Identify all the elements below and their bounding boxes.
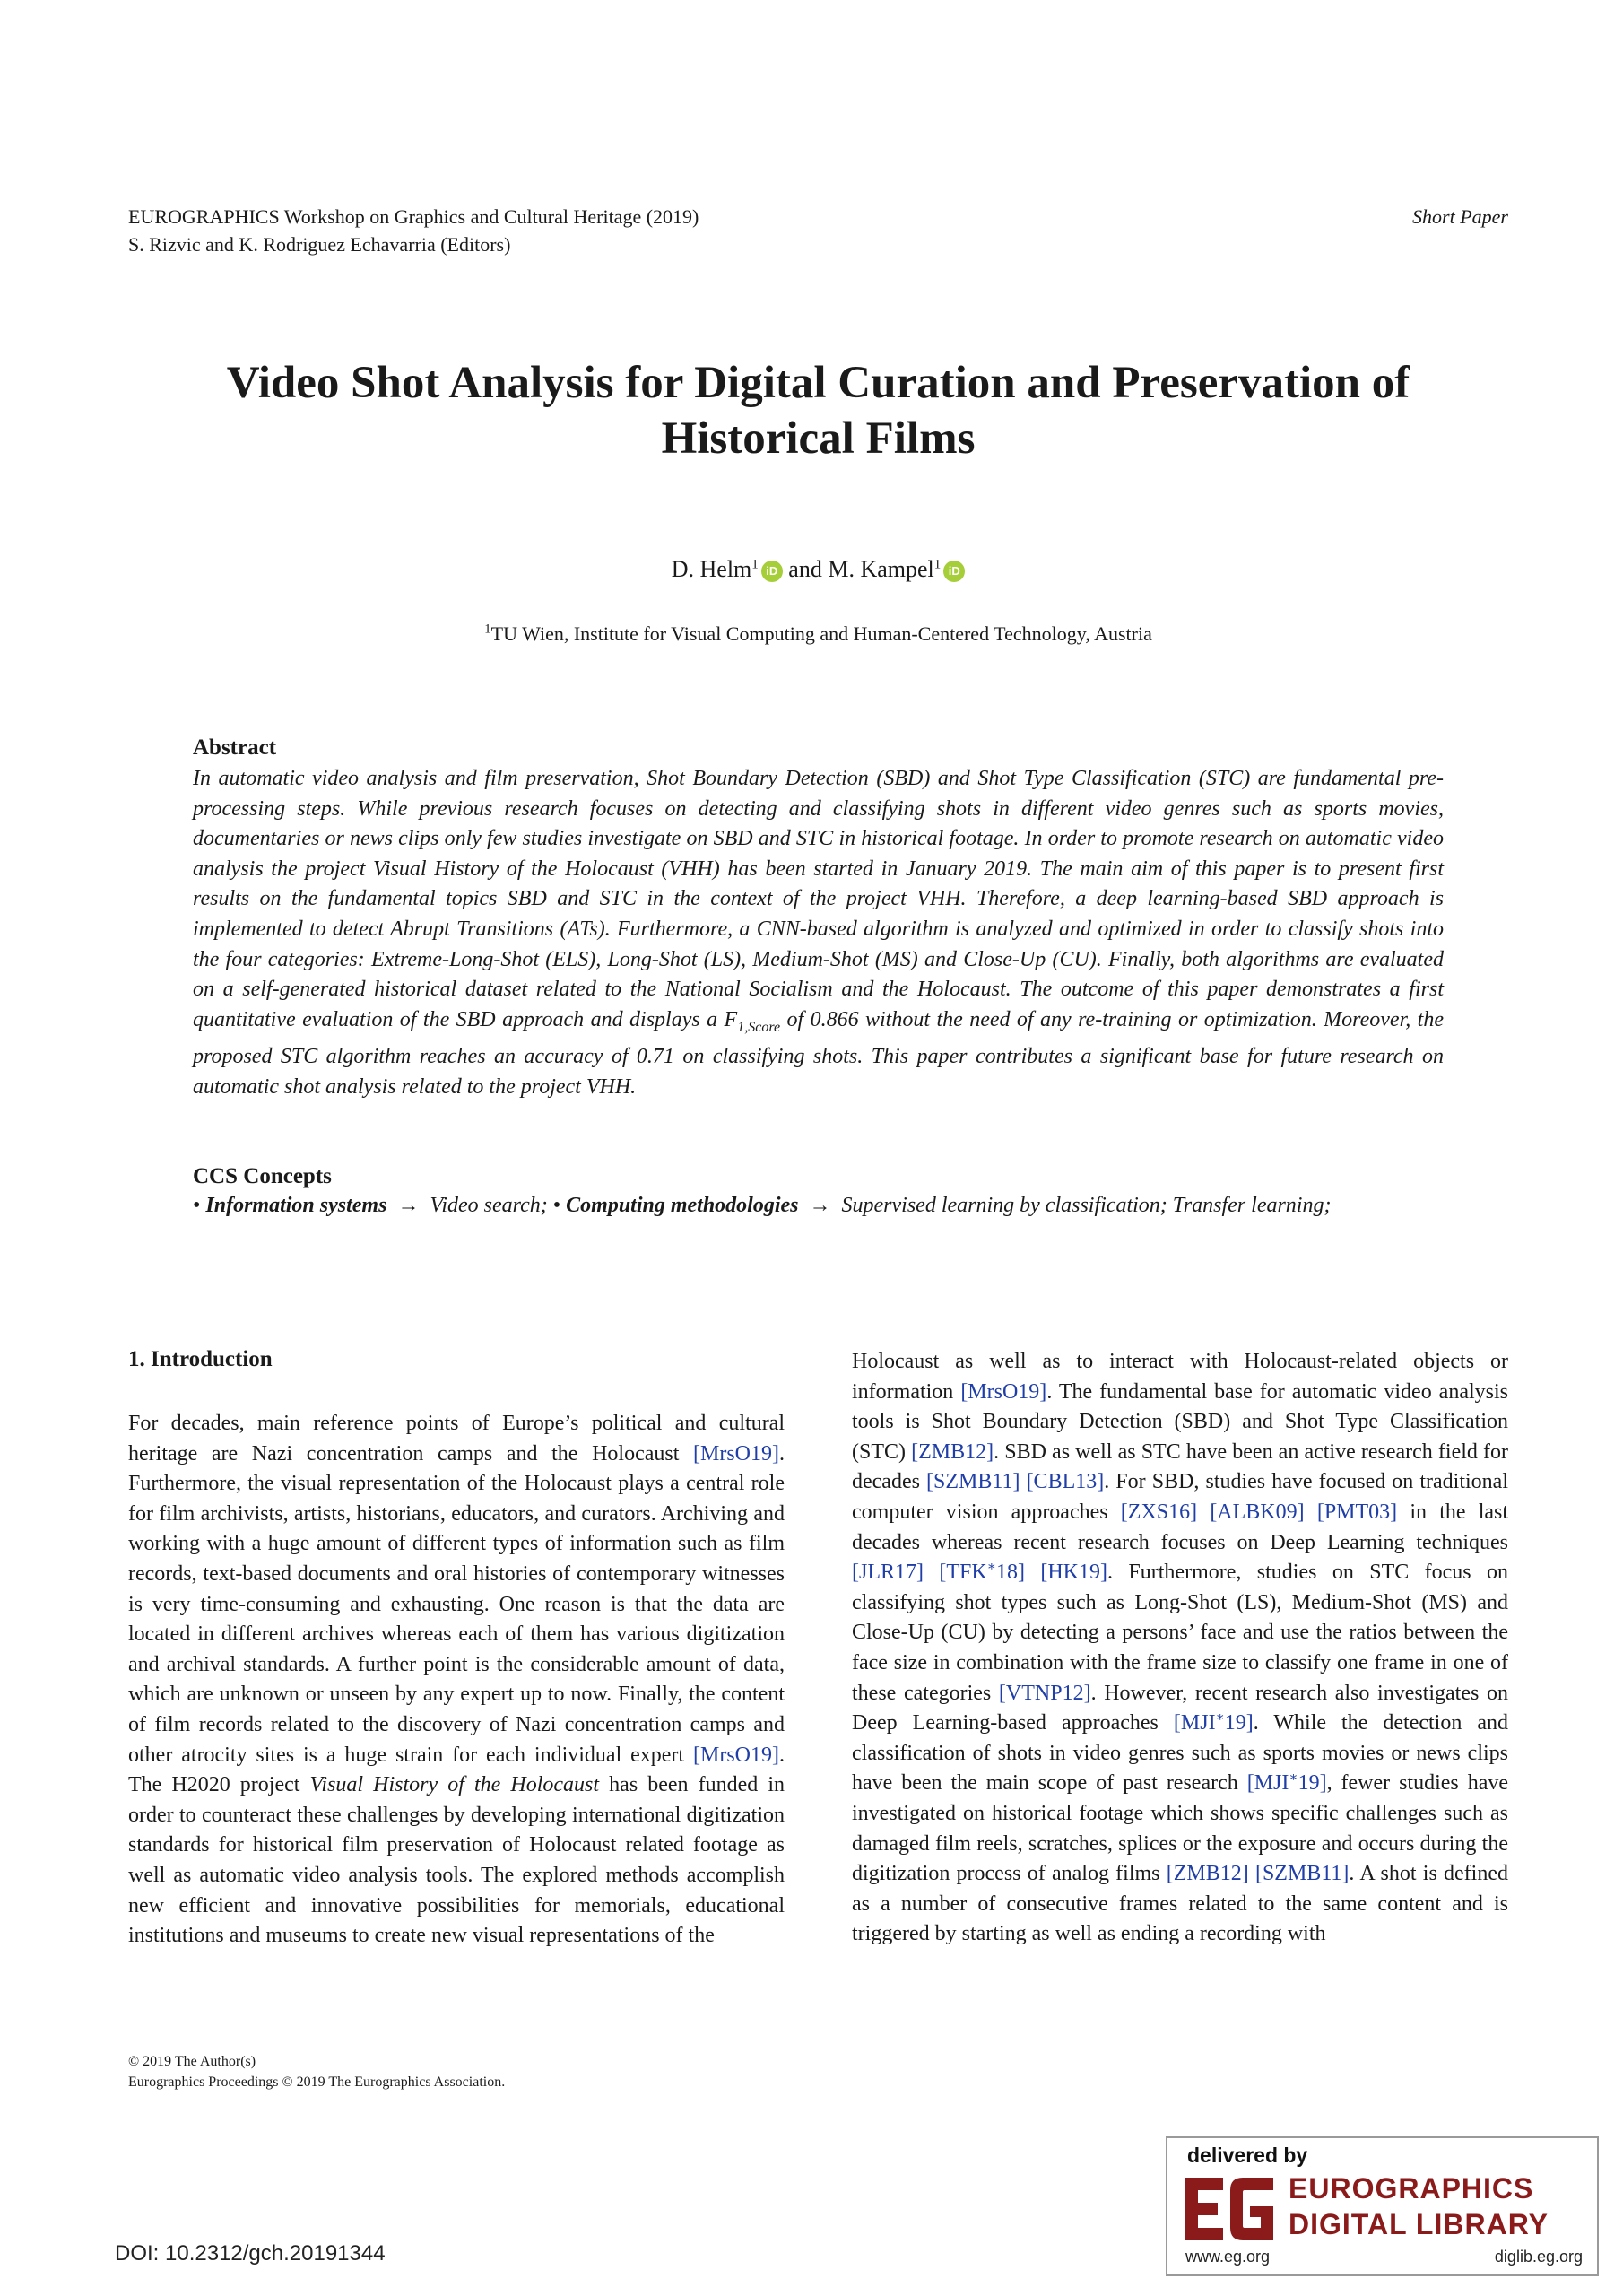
body-text: . A shot is defined as a number of consecutive frames related to the same content and is triggered by starting as well as ending a recording with bbox=[852, 1862, 1508, 1946]
diglib-url[interactable]: diglib.eg.org bbox=[1494, 2248, 1583, 2266]
body-text: For decades, main reference points of Europe’s political and cultural heritage are Nazi concentration camps and the Holocaust bbox=[128, 1412, 785, 1465]
running-header bbox=[128, 203, 699, 258]
eg-name-line-1: EUROGRAPHICS bbox=[1289, 2172, 1534, 2205]
arrow: → bbox=[397, 1194, 420, 1217]
body-text: . While the detection and classification of shots in video genres such as sports movies or news clips have been the main scope of past research bbox=[852, 1711, 1509, 1796]
copyright-line: © 2019 The Author(s) bbox=[128, 2054, 256, 2069]
ccs-category: Information systems bbox=[205, 1194, 387, 1217]
citation-link[interactable]: [JLR17] bbox=[852, 1561, 924, 1585]
ccs-concepts bbox=[193, 1191, 1444, 1222]
f-score-symbol: F bbox=[724, 1007, 738, 1031]
ccs-item: Video search; bbox=[430, 1194, 548, 1217]
abstract-text-part: of 0.866 without the need of any re-training or optimization. Moreover, the proposed STC algorithm reaches an accuracy of 0.71 on classifying shots. This paper contributes a significant base for future research on automatic shot analysis related to the project VHH. bbox=[193, 1007, 1445, 1099]
citation-link[interactable]: [CBL13] bbox=[1026, 1470, 1105, 1494]
body-text: , fewer studies have investigated on historical footage which shows specific challenges such as damaged film reels, scratches, splices or the exposure and occurs during the digitization process of analog films bbox=[852, 1771, 1509, 1886]
ccs-item: Supervised learning by classification; Transfer learning; bbox=[841, 1194, 1332, 1217]
editors-line: S. Rizvic and K. Rodriguez Echavarria (Editors) bbox=[128, 233, 511, 256]
paper-title bbox=[128, 355, 1508, 466]
eg-url[interactable]: www.eg.org bbox=[1185, 2248, 1271, 2266]
eg-digital-library-badge[interactable] bbox=[1166, 2136, 1599, 2276]
citation-link[interactable]: [HK19] bbox=[1040, 1561, 1108, 1585]
body-text: in the last decades whereas recent research focuses on Deep Learning techniques bbox=[852, 1500, 1509, 1554]
body-text: has been funded in order to counteract these challenges by developing international digitization standards for historical film preservation of Holocaust related footage as well as automatic video analysis tools. The explored methods accomplish new efficient and innovative possibilities for memorials, educational institutions and museums to create new visual representations of the bbox=[128, 1773, 785, 1948]
ccs-heading: CCS Concepts bbox=[193, 1164, 332, 1188]
author-conjunction: and bbox=[788, 556, 822, 582]
bullet: • bbox=[552, 1194, 561, 1217]
author-name: D. Helm bbox=[671, 556, 752, 582]
affiliation bbox=[128, 621, 1508, 648]
body-text: . However, recent research also investigates on Deep Learning-based approaches bbox=[852, 1681, 1508, 1735]
affiliation-marker: 1 bbox=[484, 622, 491, 637]
author-list bbox=[128, 554, 1508, 585]
citation-link[interactable]: [MrsO19] bbox=[693, 1743, 779, 1767]
copyright-line: Eurographics Proceedings © 2019 The Eurographics Association. bbox=[128, 2074, 506, 2090]
column-left bbox=[128, 1409, 785, 1952]
arrow: → bbox=[809, 1194, 831, 1217]
citation-link[interactable]: [SZMB11] bbox=[1254, 1862, 1350, 1886]
citation-link[interactable]: [ZMB12] bbox=[1166, 1862, 1249, 1886]
citation-link[interactable]: [VTNP12] bbox=[998, 1681, 1091, 1705]
citation-link[interactable]: [ALBK09] bbox=[1210, 1500, 1305, 1524]
citation-link[interactable]: [ZMB12] bbox=[911, 1439, 994, 1464]
body-text: . For SBD, studies have focused on traditional computer vision approaches bbox=[852, 1470, 1509, 1524]
citation-link[interactable]: [MrsO19] bbox=[960, 1379, 1047, 1404]
body-text: . The fundamental base for automatic video analysis tools is Shot Boundary Detection (SBD) and Shot Type Classification (STC) bbox=[852, 1379, 1509, 1464]
eg-name-line-2: DIGITAL LIBRARY bbox=[1289, 2208, 1549, 2240]
citation-link[interactable]: [TFK∗18] bbox=[939, 1560, 1025, 1585]
paper-type: Short Paper bbox=[1412, 205, 1508, 228]
column-right bbox=[852, 1347, 1508, 1950]
citation-link[interactable]: [ZXS16] bbox=[1120, 1500, 1198, 1524]
title-line-1: Video Shot Analysis for Digital Curation and Preservation of bbox=[226, 358, 1410, 408]
citation-link[interactable]: [MJI∗19] bbox=[1173, 1710, 1254, 1735]
abstract-heading: Abstract bbox=[193, 735, 277, 760]
body-text: . The H2020 project bbox=[128, 1743, 785, 1797]
abstract-text bbox=[193, 764, 1444, 1102]
orcid-icon[interactable]: iD bbox=[943, 561, 965, 582]
title-line-2: Historical Films bbox=[661, 413, 976, 464]
section-heading: 1. Introduction bbox=[128, 1347, 273, 1371]
author-name: M. Kampel bbox=[828, 556, 934, 582]
delivered-by-label: delivered by bbox=[1187, 2144, 1308, 2167]
body-text: . Furthermore, the visual representation of the Holocaust plays a central role for film archivists, artists, historians, educators, and curators. Archiving and working with a huge amount of different types of information such as film records, text-based documents and oral histories of contemporary witnesses is very time-consuming and exhausting. One reason is that the data are located in different archives whereas each of them has various digitization and archival standards. A further point is the considerable amount of data, which are unknown or unseen by any expert up to now. Finally, the content of film records related to the discovery of Nazi concentration camps and other atrocity sites is a huge strain for each individual expert bbox=[128, 1441, 785, 1767]
project-name: Visual History of the Holocaust bbox=[309, 1773, 600, 1797]
body-text: Holocaust as well as to interact with Holocaust-related objects or information bbox=[852, 1350, 1508, 1404]
citation-link[interactable]: [MJI∗19] bbox=[1246, 1770, 1327, 1796]
affiliation-marker: 1 bbox=[933, 557, 942, 572]
doi-link[interactable]: DOI: 10.2312/gch.20191344 bbox=[115, 2241, 386, 2266]
body-text: . SBD as well as STC have been an active research field for decades bbox=[852, 1439, 1508, 1494]
bullet: • bbox=[193, 1194, 201, 1217]
body-text: . Furthermore, studies on STC focus on classifying shot types such as Long-Shot (LS), Medium-Shot (MS) and Close-Up (CU) by detecting a persons’ face and use the ratios between the face size in combination with the frame size to classify one frame in one of these categories bbox=[852, 1561, 1509, 1705]
citation-link[interactable]: [PMT03] bbox=[1316, 1500, 1398, 1524]
venue-line: EUROGRAPHICS Workshop on Graphics and Cultural Heritage (2019) bbox=[128, 205, 699, 228]
affiliation-marker: 1 bbox=[751, 557, 759, 572]
citation-link[interactable]: [MrsO19] bbox=[693, 1441, 779, 1465]
orcid-icon[interactable]: iD bbox=[761, 561, 783, 582]
abstract-text-part: In automatic video analysis and film preservation, Shot Boundary Detection (SBD) and Shot Type Classification (STC) are fundamental pre-processing steps. While previous research focuses on detecting and classifying shots in different video genres such as sports movies, documentaries or news clips only few studies investigate on SBD and STC in historical footage. In order to promote research on automatic video analysis the project Visual History of the Holocaust (VHH) has been started in January 2019. The main aim of this paper is to present first results on the fundamental topics SBD and STC in the context of the project VHH. Therefore, a deep learning-based SBD approach is implemented to detect Abrupt Transitions (ATs). Furthermore, a CNN-based algorithm is analyzed and optimized in order to classify shots into the four categories: Extreme-Long-Shot (ELS), Long-Shot (LS), Medium-Shot (MS) and Close-Up (CU). Finally, both algorithms are evaluated on a self-generated historical dataset related to the National Socialism and the Holocaust. The outcome of this paper demonstrates a first quantitative evaluation of the SBD approach and displays a bbox=[193, 767, 1444, 1031]
ccs-category: Computing methodologies bbox=[566, 1194, 799, 1217]
citation-link[interactable]: [SZMB11] bbox=[926, 1470, 1020, 1494]
f-score-subscript: 1,Score bbox=[737, 1019, 781, 1035]
affiliation-text: TU Wien, Institute for Visual Computing and Human-Centered Technology, Austria bbox=[490, 622, 1152, 645]
eg-logo-icon bbox=[1185, 2176, 1275, 2242]
